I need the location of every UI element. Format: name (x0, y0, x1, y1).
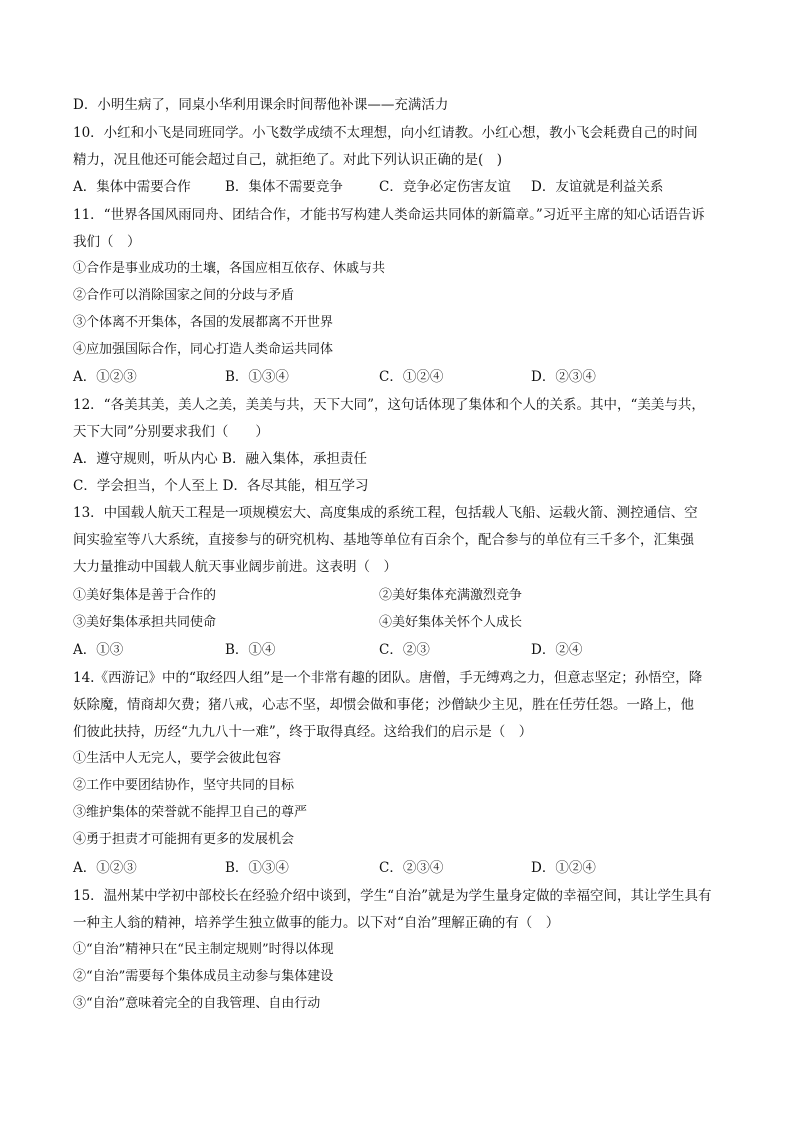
q13-option-b: B．①④ (225, 642, 276, 658)
q12-options-cd: C．学会担当，个人至上 D．各尽其能，相互学习 (73, 478, 369, 494)
q14-option-b: B．①③④ (225, 860, 289, 876)
q9-option-d: D．小明生病了，同桌小华利用课余时间帮他补课——充满活力 (73, 97, 449, 113)
q10-stem-line-1: 10．小红和小飞是同班同学。小飞数学成绩不太理想，向小红请教。小红心想，教小飞会耗费自己的时间 (73, 125, 698, 141)
q13-statement-2: ②美好集体充满激烈竞争 (379, 588, 523, 603)
q14-option-c: C．②③④ (379, 860, 444, 876)
q13-statement-4: ④美好集体关怀个人成长 (379, 615, 523, 630)
q11-option-d: D．②③④ (531, 369, 596, 385)
q14-option-a: A．①②③ (73, 860, 137, 876)
q14-statement-4: ④勇于担责才可能拥有更多的发展机会 (73, 832, 295, 847)
q14-statement-2: ②工作中要团结协作，坚守共同的目标 (73, 778, 295, 793)
q14-stem-line-3: 们彼此扶持，历经“九九八十一难”，终于取得真经。这给我们的启示是（ ） (73, 724, 533, 740)
q12-stem-line-2: 天下大同”分别要求我们（ ） (73, 424, 269, 440)
q14-statement-1: ①生活中人无完人，要学会彼此包容 (73, 751, 282, 766)
q14-stem-line-2: 妖除魔，情商却欠费；猪八戒，心志不坚，却惯会做和事佬；沙僧缺少主见，胜在任劳任怨。一路上，他 (73, 697, 694, 713)
q13-option-d: D．②④ (531, 642, 583, 658)
q15-statement-3: ③“自治”意味着完全的自我管理、自由行动 (73, 996, 321, 1011)
q11-option-c: C．①②④ (379, 369, 444, 385)
q11-stem-line-2: 我们（ ） (73, 234, 141, 250)
q12-options-ab: A．遵守规则，听从内心 B．融入集体，承担责任 (73, 451, 367, 467)
q15-stem-line-2: 一种主人翁的精神，培养学生独立做事的能力。以下对“自治”理解正确的有（ ） (73, 915, 560, 931)
q13-statement-1: ①美好集体是善于合作的 (73, 588, 217, 603)
q15-stem-line-1: 15．温州某中学初中部校长在经验介绍中谈到，学生“自治”就是为学生量身定做的幸福空间，其让学生具有 (73, 888, 712, 904)
q11-stem-line-1: 11．“世界各国风雨同舟、团结合作，才能书写构建人类命运共同体的新篇章。”习近平主席的知心话语告诉 (73, 207, 705, 223)
q10-option-d: D．友谊就是利益关系 (531, 179, 664, 195)
q13-statement-3: ③美好集体承担共同使命 (73, 615, 217, 630)
q11-option-b: B．①③④ (225, 369, 289, 385)
q10-stem-line-2: 精力，况且他还可能会超过自己，就拒绝了。对此下列认识正确的是( ) (73, 152, 503, 168)
q13-stem-line-3: 大力量推动中国载人航天事业阔步前进。这表明（ ） (73, 559, 397, 575)
q10-option-b: B．集体不需要竞争 (225, 179, 343, 195)
q15-statement-1: ①“自治”精神只在“民主制定规则”时得以体现 (73, 942, 334, 957)
q13-stem-line-1: 13．中国载人航天工程是一项规模宏大、高度集成的系统工程，包括载人飞船、运载火箭、测控通信、空 (73, 505, 698, 521)
q11-statement-4: ④应加强国际合作，同心打造人类命运共同体 (73, 342, 334, 357)
q11-statement-3: ③个体离不开集体，各国的发展都离不开世界 (73, 315, 334, 330)
q14-stem-line-1: 14.《西游记》中的“取经四人组”是一个非常有趣的团队。唐僧，手无缚鸡之力，但意志坚定；孙悟空，降 (73, 670, 703, 686)
q12-stem-line-1: 12．“各美其美，美人之美，美美与共，天下大同”，这句话体现了集体和个人的关系。其中，“美美与共， (73, 397, 705, 413)
q13-stem-line-2: 间实验室等八大系统，直接参与的研究机构、基地等单位有百余个，配合参与的单位有三千多个，汇集强 (73, 532, 694, 548)
q14-statement-3: ③维护集体的荣誉就不能捍卫自己的尊严 (73, 805, 308, 820)
q11-statement-2: ②合作可以消除国家之间的分歧与矛盾 (73, 288, 295, 303)
q14-option-d: D．①②④ (531, 860, 596, 876)
q15-statement-2: ②“自治”需要每个集体成员主动参与集体建设 (73, 969, 334, 984)
q11-option-a: A．①②③ (73, 369, 137, 385)
q10-option-c: C．竞争必定伤害友谊 (379, 179, 511, 195)
q11-statement-1: ①合作是事业成功的土壤，各国应相互依存、休戚与共 (73, 261, 386, 276)
q13-option-c: C．②③ (379, 642, 430, 658)
q10-option-a: A．集体中需要合作 (73, 179, 191, 195)
q13-option-a: A．①③ (73, 642, 124, 658)
